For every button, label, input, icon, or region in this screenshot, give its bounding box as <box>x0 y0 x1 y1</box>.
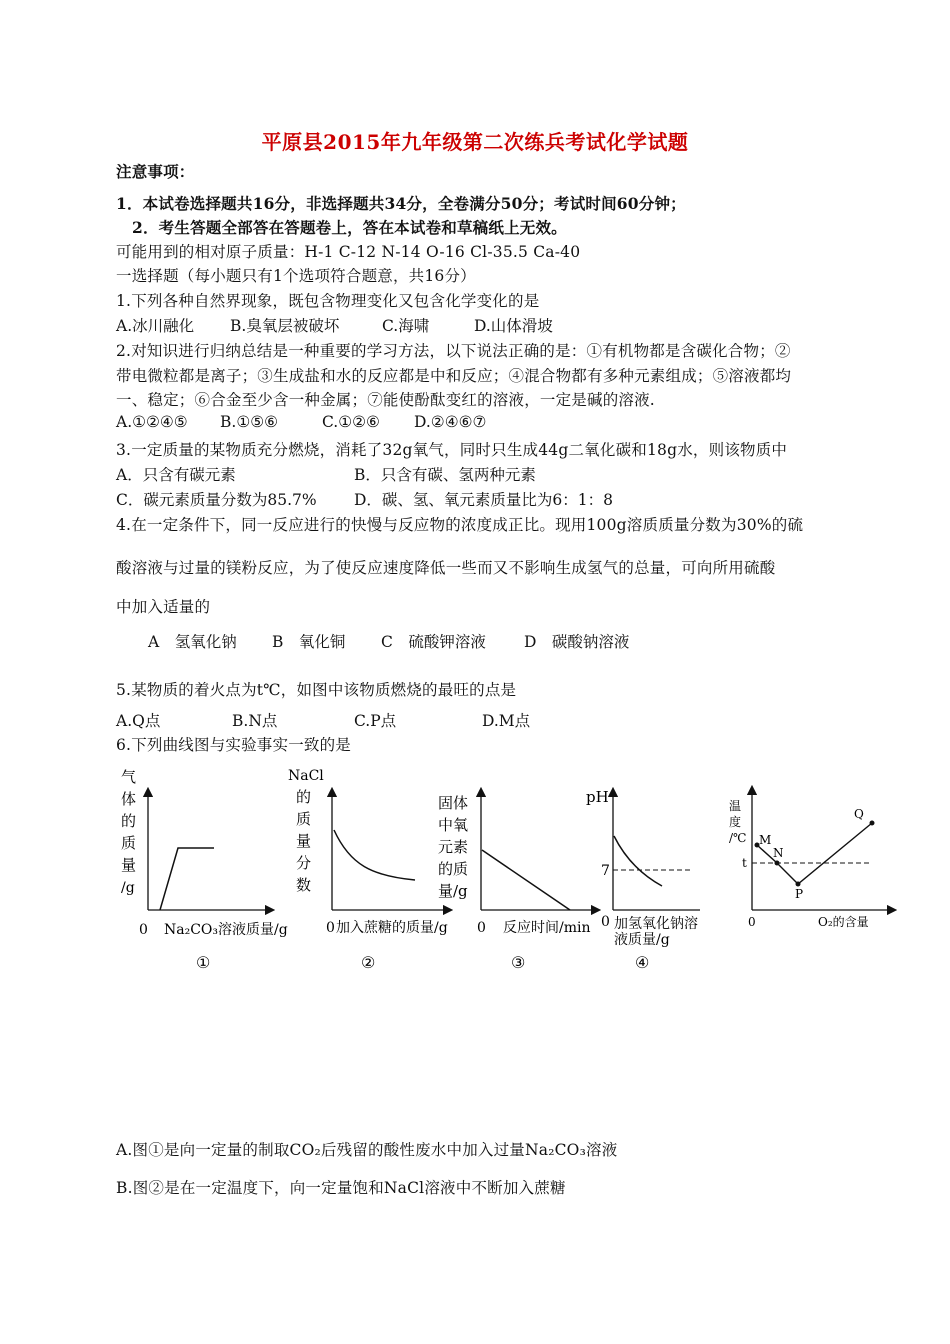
g5-label-n: N <box>773 846 784 860</box>
g1-ylabel-4: 质 <box>121 834 137 852</box>
g2-caption: ② <box>361 953 376 972</box>
q1-option-a: A.冰川融化 <box>116 317 195 335</box>
q1-option-d: D.山体滑坡 <box>474 317 553 335</box>
g1-ylabel-1: 气 <box>121 768 137 786</box>
q4-option-c: C 硫酸钾溶液 <box>381 633 486 651</box>
g1-ylabel-5: 量 <box>121 856 137 874</box>
q4-option-b: B 氧化铜 <box>272 633 346 651</box>
q6-stem: 6.下列曲线图与实验事实一致的是 <box>116 736 351 754</box>
g2-ylabel-1: NaCl <box>288 768 324 784</box>
q3-option-b: B．只含有碳、氢两种元素 <box>354 466 536 484</box>
q4-stem-line-3: 中加入适量的 <box>116 598 211 616</box>
q5-stem: 5.某物质的着火点为t℃，如图中该物质燃烧的最旺的点是 <box>116 681 517 699</box>
q4-stem-line-2: 酸溶液与过量的镁粉反应，为了使反应速度降低一些而又不影响生成氢气的总量，可向所用硫酸 <box>116 559 776 577</box>
q5-option-a: A.Q点 <box>116 712 161 730</box>
q6-graphs <box>0 760 950 980</box>
g1-curve <box>160 848 214 910</box>
graph-3 <box>438 792 596 972</box>
g4-mark-7: 7 <box>601 863 610 879</box>
q2-option-b: B.①⑤⑥ <box>220 413 279 431</box>
g2-ylabel-2: 的 <box>296 788 312 806</box>
g5-ylabel-2: 度 <box>729 815 742 829</box>
q3-option-d: D．碳、氢、氧元素质量比为6：1：8 <box>354 491 614 509</box>
graph-2 <box>288 768 448 972</box>
g5-label-q: Q <box>854 807 864 821</box>
q2-stem-line-1: 2.对知识进行归纳总结是一种重要的学习方法，以下说法正确的是：①有机物都是含碳化合物；② <box>116 342 791 360</box>
g1-ylabel-2: 体 <box>121 790 137 808</box>
note-1: 1．本试卷选择题共16分，非选择题共34分，全卷满分50分；考试时间60分钟； <box>116 194 686 213</box>
q5-option-d: D.M点 <box>482 712 531 730</box>
g3-curve <box>482 850 570 910</box>
graph-4 <box>586 788 700 972</box>
q2-option-d: D.②④⑥⑦ <box>414 413 487 431</box>
q3-option-a: A．只含有碳元素 <box>116 466 236 484</box>
q3-option-c: C．碳元素质量分数为85.7% <box>116 491 317 509</box>
atomic-masses: 可能用到的相对原子质量：H-1 C-12 N-14 O-16 Cl-35.5 Ca-40 <box>116 243 581 261</box>
g5-point-p <box>796 882 801 887</box>
section-heading: 一选择题（每小题只有1个选项符合题意，共16分） <box>116 267 476 285</box>
q5-option-c: C.P点 <box>354 712 397 730</box>
g2-ylabel-5: 分 <box>296 854 312 872</box>
g3-xlabel: 反应时间/min <box>503 920 591 936</box>
g2-ylabel-6: 数 <box>296 876 312 894</box>
graph-1 <box>121 768 288 972</box>
g2-origin: 0 <box>326 920 335 936</box>
g5-ylabel-3: /℃ <box>729 831 747 845</box>
g5-origin: 0 <box>748 915 756 929</box>
q2-stem-line-3: 一、稳定；⑥合金至少含一种金属；⑦能使酚酞变红的溶液，一定是碱的溶液. <box>116 391 655 409</box>
g5-point-n <box>775 861 780 866</box>
q6-option-a: A.图①是向一定量的制取CO₂后残留的酸性废水中加入过量Na₂CO₃溶液 <box>116 1141 618 1159</box>
q1-option-c: C.海啸 <box>382 317 430 335</box>
g3-ylabel-1: 固体 <box>438 794 469 812</box>
g3-ylabel-2: 中氧 <box>438 816 469 834</box>
graph-5 <box>729 790 892 929</box>
g3-ylabel-3: 元素 <box>438 838 469 856</box>
g1-ylabel-6: /g <box>121 880 135 896</box>
g1-ylabel-3: 的 <box>121 812 137 830</box>
g3-caption: ③ <box>511 953 526 972</box>
g4-caption: ④ <box>635 953 650 972</box>
g5-xlabel: O₂的含量 <box>818 915 869 929</box>
q5-option-b: B.N点 <box>232 712 278 730</box>
g2-xlabel: 加入蔗糖的质量/g <box>336 920 448 936</box>
q1-stem: 1.下列各种自然界现象，既包含物理变化又包含化学变化的是 <box>116 292 540 310</box>
g1-xlabel: Na₂CO₃溶液质量/g <box>164 922 288 938</box>
q1-option-b: B.臭氧层被破坏 <box>230 317 340 335</box>
g4-xlabel-2: 液质量/g <box>614 932 670 948</box>
g2-ylabel-4: 量 <box>296 832 312 850</box>
g4-origin: 0 <box>601 914 610 930</box>
g1-caption: ① <box>196 953 211 972</box>
note-2: 2．考生答题全部答在答题卷上，答在本试卷和草稿纸上无效。 <box>132 218 567 237</box>
q2-stem-line-2: 带电微粒都是离子；③生成盐和水的反应都是中和反应；④混合物都有多种元素组成；⑤溶液都均 <box>116 367 792 385</box>
g5-t-label: t <box>742 856 747 870</box>
q3-stem: 3.一定质量的某物质充分燃烧，消耗了32g氧气，同时只生成44g二氧化碳和18g水，则该物质中 <box>116 441 788 459</box>
g4-xlabel-1: 加氢氧化钠溶 <box>614 916 698 932</box>
g4-ylabel: pH <box>586 788 609 806</box>
q4-stem-line-1: 4.在一定条件下，同一反应进行的快慢与反应物的浓度成正比。现用100g溶质质量分数为30%的硫 <box>116 516 804 534</box>
g5-label-m: M <box>759 833 772 847</box>
g2-curve <box>334 830 415 880</box>
g1-origin: 0 <box>139 922 148 938</box>
g3-origin: 0 <box>477 920 486 936</box>
exam-title: 平原县2015年九年级第二次练兵考试化学试题 <box>261 130 689 154</box>
q2-option-c: C.①②⑥ <box>322 413 380 431</box>
g5-point-q <box>870 821 875 826</box>
q4-option-d: D 碳酸钠溶液 <box>524 633 630 651</box>
g4-curve <box>614 836 662 886</box>
q2-option-a: A.①②④⑤ <box>116 413 188 431</box>
g5-ylabel-1: 温 <box>729 799 742 813</box>
g3-ylabel-4: 的质 <box>438 860 469 878</box>
g2-ylabel-3: 质 <box>296 810 312 828</box>
notes-heading: 注意事项： <box>116 162 195 181</box>
q6-option-b: B.图②是在一定温度下，向一定量饱和NaCl溶液中不断加入蔗糖 <box>116 1179 566 1197</box>
g3-ylabel-5: 量/g <box>438 882 468 900</box>
q4-option-a: A 氢氧化钠 <box>148 633 237 651</box>
g5-label-p: P <box>795 887 804 901</box>
